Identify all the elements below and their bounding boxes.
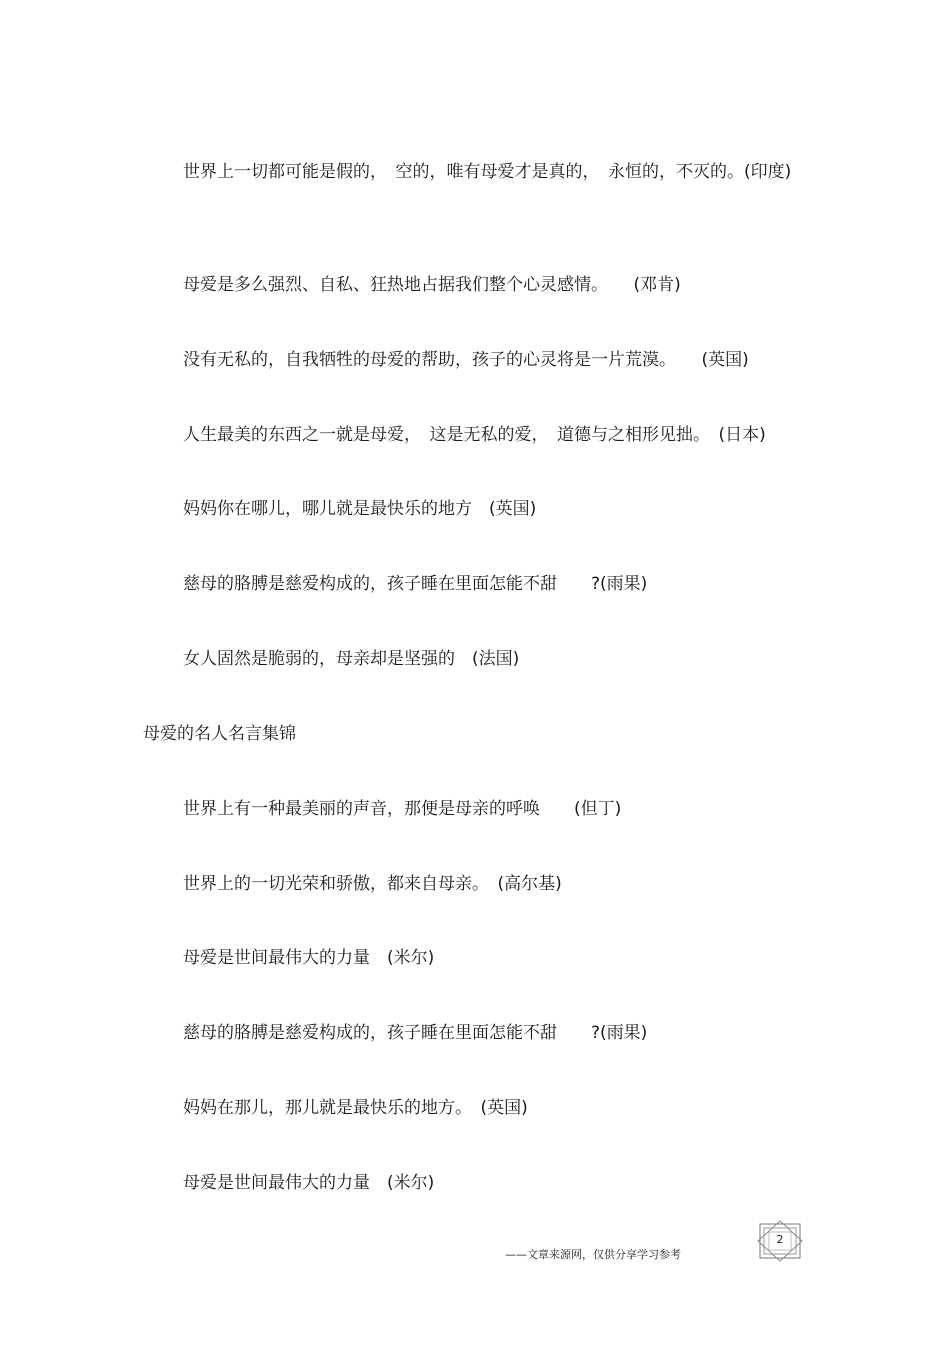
page-number-badge	[756, 1220, 804, 1262]
page-number: 2	[776, 1233, 784, 1246]
quote-item: 母爱是世间最伟大的力量 (米尔)	[183, 948, 435, 968]
quote-paragraph: 世界上一切都可能是假的， 空的，唯有母爱才是真的， 永恒的，不灭的。(印度)	[183, 162, 792, 182]
quote-paragraph: 人生最美的东西之一就是母爱， 这是无私的爱， 道德与之相形见拙。 (日本)	[183, 425, 766, 445]
footer-source-note: ——文章来源网，仅供分享学习参考	[505, 1248, 681, 1261]
quote-paragraph: 慈母的胳膊是慈爱构成的，孩子睡在里面怎能不甜 ?(雨果)	[183, 574, 648, 594]
quote-item: 妈妈在那儿，那儿就是最快乐的地方。 (英国)	[183, 1098, 528, 1118]
quote-item: 慈母的胳膊是慈爱构成的，孩子睡在里面怎能不甜 ?(雨果)	[183, 1023, 648, 1043]
section-heading: 母爱的名人名言集锦	[143, 724, 296, 744]
quote-paragraph: 母爱是多么强烈、自私、狂热地占据我们整个心灵感情。 (邓肯)	[183, 275, 681, 295]
quote-item: 母爱是世间最伟大的力量 (米尔)	[183, 1173, 435, 1193]
quote-paragraph: 妈妈你在哪儿，哪儿就是最快乐的地方 (英国)	[183, 499, 537, 519]
quote-item: 世界上有一种最美丽的声音，那便是母亲的呼唤 (但丁)	[183, 799, 622, 819]
quote-paragraph: 没有无私的，自我牺牲的母爱的帮助，孩子的心灵将是一片荒漠。 (英国)	[183, 350, 749, 370]
quote-item: 世界上的一切光荣和骄傲，都来自母亲。 (高尔基)	[183, 874, 562, 894]
quote-paragraph: 女人固然是脆弱的，母亲却是坚强的 (法国)	[183, 649, 520, 669]
